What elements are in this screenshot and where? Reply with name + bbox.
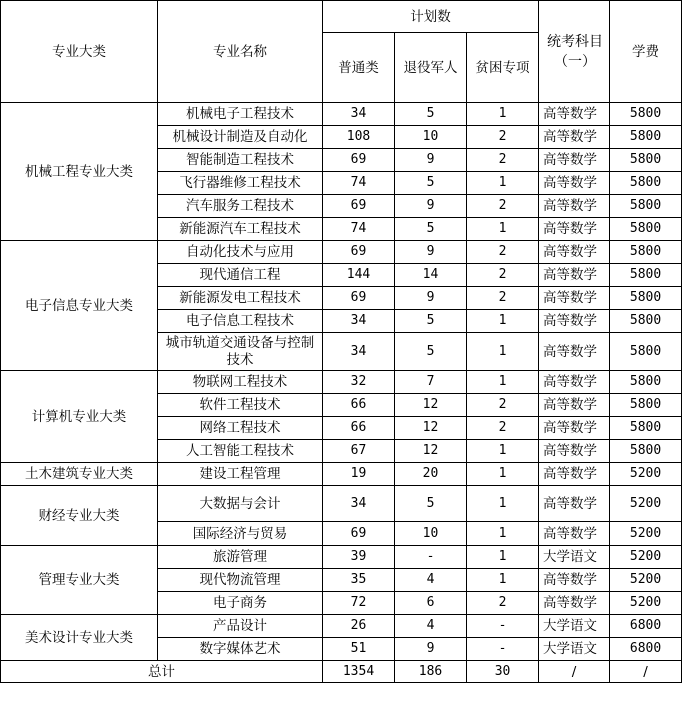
major-name-cell: 产品设计	[158, 615, 323, 638]
major-name-cell: 机械电子工程技术	[158, 103, 323, 126]
category-cell: 财经专业大类	[1, 486, 158, 546]
major-name-cell: 建设工程管理	[158, 463, 323, 486]
veterans-count-cell: 9	[395, 287, 467, 310]
general-count-cell: 66	[323, 417, 395, 440]
table-row	[1, 241, 682, 264]
veterans-count-cell: 7	[395, 371, 467, 394]
table-row	[1, 371, 682, 394]
veterans-count-cell: 5	[395, 486, 467, 522]
major-name-cell: 大数据与会计	[158, 486, 323, 522]
veterans-count-cell: -	[395, 546, 467, 569]
tuition-cell: 5800	[610, 149, 682, 172]
general-count-cell: 69	[323, 195, 395, 218]
general-count-cell: 34	[323, 333, 395, 371]
veterans-count-cell: 20	[395, 463, 467, 486]
veterans-count-cell: 12	[395, 394, 467, 417]
major-name-cell: 人工智能工程技术	[158, 440, 323, 463]
exam-subject-cell: 高等数学	[539, 417, 610, 440]
poverty-count-cell: 1	[467, 333, 539, 371]
exam-subject-cell: 高等数学	[539, 394, 610, 417]
major-name-cell: 汽车服务工程技术	[158, 195, 323, 218]
general-count-cell: 34	[323, 310, 395, 333]
poverty-count-cell: 2	[467, 126, 539, 149]
tuition-cell: 6800	[610, 615, 682, 638]
poverty-count-cell: 2	[467, 195, 539, 218]
general-count-cell: 74	[323, 172, 395, 195]
table-row	[1, 615, 682, 638]
exam-subject-cell: 高等数学	[539, 333, 610, 371]
veterans-count-cell: 5	[395, 333, 467, 371]
table-row	[1, 486, 682, 522]
veterans-count-cell: 9	[395, 638, 467, 661]
veterans-count-cell: 9	[395, 149, 467, 172]
tuition-cell: 5200	[610, 486, 682, 522]
exam-subject-cell: 高等数学	[539, 310, 610, 333]
table-row	[1, 546, 682, 569]
total-poverty: 30	[467, 661, 539, 683]
total-subject: /	[539, 661, 610, 683]
total-row	[1, 661, 682, 683]
poverty-count-cell: 1	[467, 371, 539, 394]
major-name-cell: 数字媒体艺术	[158, 638, 323, 661]
poverty-count-cell: 1	[467, 218, 539, 241]
general-count-cell: 51	[323, 638, 395, 661]
general-count-cell: 69	[323, 241, 395, 264]
major-name-cell: 物联网工程技术	[158, 371, 323, 394]
category-cell: 机械工程专业大类	[1, 103, 158, 241]
total-general: 1354	[323, 661, 395, 683]
poverty-count-cell: 2	[467, 417, 539, 440]
exam-subject-cell: 高等数学	[539, 172, 610, 195]
exam-subject-cell: 高等数学	[539, 463, 610, 486]
exam-subject-cell: 高等数学	[539, 486, 610, 522]
tuition-cell: 5800	[610, 310, 682, 333]
exam-subject-cell: 高等数学	[539, 371, 610, 394]
veterans-count-cell: 10	[395, 126, 467, 149]
table-row	[1, 463, 682, 486]
veterans-count-cell: 12	[395, 417, 467, 440]
table-body	[1, 103, 682, 661]
tuition-cell: 5200	[610, 592, 682, 615]
exam-subject-cell: 大学语文	[539, 615, 610, 638]
header-row-1	[1, 1, 682, 33]
major-name-cell: 新能源汽车工程技术	[158, 218, 323, 241]
exam-subject-cell: 高等数学	[539, 287, 610, 310]
general-count-cell: 66	[323, 394, 395, 417]
tuition-cell: 5800	[610, 241, 682, 264]
exam-subject-cell: 高等数学	[539, 569, 610, 592]
tuition-cell: 5200	[610, 546, 682, 569]
poverty-count-cell: 1	[467, 440, 539, 463]
header-veterans: 退役军人	[395, 33, 467, 103]
total-tuition: /	[610, 661, 682, 683]
tuition-cell: 5800	[610, 218, 682, 241]
major-name-cell: 现代物流管理	[158, 569, 323, 592]
exam-subject-cell: 高等数学	[539, 218, 610, 241]
major-name-cell: 软件工程技术	[158, 394, 323, 417]
header-exam-subject	[539, 1, 610, 103]
veterans-count-cell: 9	[395, 241, 467, 264]
header-category: 专业大类	[1, 1, 158, 103]
veterans-count-cell: 5	[395, 103, 467, 126]
exam-subject-cell: 高等数学	[539, 195, 610, 218]
tuition-cell: 5200	[610, 522, 682, 546]
major-name-cell: 现代通信工程	[158, 264, 323, 287]
category-cell: 计算机专业大类	[1, 371, 158, 463]
major-name-cell: 电子信息工程技术	[158, 310, 323, 333]
exam-subject-cell: 高等数学	[539, 126, 610, 149]
major-name-cell: 机械设计制造及自动化	[158, 126, 323, 149]
major-name-cell: 自动化技术与应用	[158, 241, 323, 264]
general-count-cell: 72	[323, 592, 395, 615]
header-general: 普通类	[323, 33, 395, 103]
general-count-cell: 26	[323, 615, 395, 638]
exam-subject-cell: 高等数学	[539, 149, 610, 172]
total-veterans: 186	[395, 661, 467, 683]
total-label: 总计	[1, 661, 323, 683]
veterans-count-cell: 4	[395, 569, 467, 592]
general-count-cell: 69	[323, 287, 395, 310]
veterans-count-cell: 5	[395, 218, 467, 241]
poverty-count-cell: 2	[467, 287, 539, 310]
poverty-count-cell: 1	[467, 172, 539, 195]
general-count-cell: 35	[323, 569, 395, 592]
poverty-count-cell: 2	[467, 149, 539, 172]
header-plan-count: 计划数	[323, 1, 539, 33]
table-row	[1, 103, 682, 126]
tuition-cell: 5800	[610, 126, 682, 149]
poverty-count-cell: 2	[467, 394, 539, 417]
poverty-count-cell: 1	[467, 522, 539, 546]
exam-subject-cell: 大学语文	[539, 638, 610, 661]
general-count-cell: 32	[323, 371, 395, 394]
general-count-cell: 74	[323, 218, 395, 241]
header-poverty: 贫困专项	[467, 33, 539, 103]
general-count-cell: 108	[323, 126, 395, 149]
category-cell: 美术设计专业大类	[1, 615, 158, 661]
tuition-cell: 5800	[610, 417, 682, 440]
exam-subject-cell: 高等数学	[539, 592, 610, 615]
general-count-cell: 69	[323, 522, 395, 546]
poverty-count-cell: -	[467, 638, 539, 661]
poverty-count-cell: 1	[467, 486, 539, 522]
poverty-count-cell: 1	[467, 463, 539, 486]
tuition-cell: 5800	[610, 172, 682, 195]
tuition-cell: 5200	[610, 569, 682, 592]
general-count-cell: 39	[323, 546, 395, 569]
poverty-count-cell: 1	[467, 310, 539, 333]
header-tuition: 学费	[610, 1, 682, 103]
header-major-name: 专业名称	[158, 1, 323, 103]
major-name-cell: 飞行器维修工程技术	[158, 172, 323, 195]
exam-subject-cell: 大学语文	[539, 546, 610, 569]
general-count-cell: 34	[323, 486, 395, 522]
tuition-cell: 5800	[610, 103, 682, 126]
tuition-cell: 6800	[610, 638, 682, 661]
poverty-count-cell: 2	[467, 264, 539, 287]
general-count-cell: 67	[323, 440, 395, 463]
tuition-cell: 5200	[610, 463, 682, 486]
major-name-cell: 国际经济与贸易	[158, 522, 323, 546]
tuition-cell: 5800	[610, 440, 682, 463]
veterans-count-cell: 5	[395, 172, 467, 195]
tuition-cell: 5800	[610, 264, 682, 287]
veterans-count-cell: 14	[395, 264, 467, 287]
veterans-count-cell: 5	[395, 310, 467, 333]
poverty-count-cell: 2	[467, 241, 539, 264]
general-count-cell: 69	[323, 149, 395, 172]
major-name-cell: 智能制造工程技术	[158, 149, 323, 172]
poverty-count-cell: 1	[467, 546, 539, 569]
tuition-cell: 5800	[610, 195, 682, 218]
major-name-cell: 旅游管理	[158, 546, 323, 569]
veterans-count-cell: 10	[395, 522, 467, 546]
tuition-cell: 5800	[610, 287, 682, 310]
category-cell: 管理专业大类	[1, 546, 158, 615]
tuition-cell: 5800	[610, 333, 682, 371]
exam-subject-cell: 高等数学	[539, 264, 610, 287]
poverty-count-cell: 2	[467, 592, 539, 615]
major-name-cell: 电子商务	[158, 592, 323, 615]
poverty-count-cell: -	[467, 615, 539, 638]
exam-subject-cell: 高等数学	[539, 440, 610, 463]
veterans-count-cell: 4	[395, 615, 467, 638]
veterans-count-cell: 12	[395, 440, 467, 463]
exam-subject-cell: 高等数学	[539, 241, 610, 264]
poverty-count-cell: 1	[467, 103, 539, 126]
exam-subject-cell: 高等数学	[539, 103, 610, 126]
tuition-cell: 5800	[610, 394, 682, 417]
major-name-cell: 网络工程技术	[158, 417, 323, 440]
exam-subject-cell: 高等数学	[539, 522, 610, 546]
veterans-count-cell: 6	[395, 592, 467, 615]
major-name-cell: 新能源发电工程技术	[158, 287, 323, 310]
tuition-cell: 5800	[610, 371, 682, 394]
general-count-cell: 34	[323, 103, 395, 126]
major-name-cell: 城市轨道交通设备与控制技术	[158, 333, 323, 371]
veterans-count-cell: 9	[395, 195, 467, 218]
header-exam-subject-label: 统考科目（一）	[547, 33, 604, 70]
poverty-count-cell: 1	[467, 569, 539, 592]
general-count-cell: 19	[323, 463, 395, 486]
general-count-cell: 144	[323, 264, 395, 287]
category-cell: 土木建筑专业大类	[1, 463, 158, 486]
category-cell: 电子信息专业大类	[1, 241, 158, 371]
